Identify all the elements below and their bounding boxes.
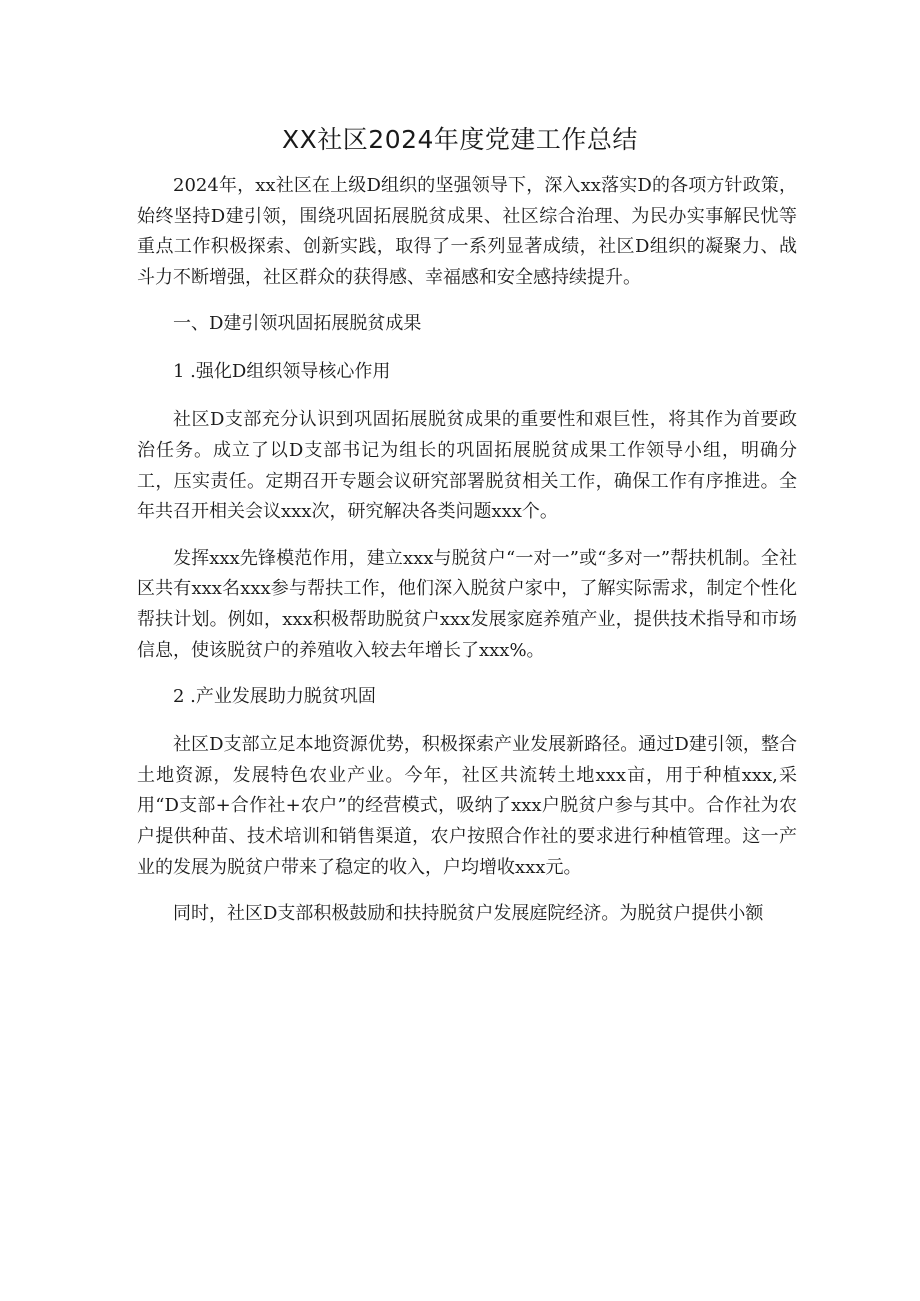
paragraph-industry: 社区D支部立足本地资源优势，积极探索产业发展新路径。通过D建引领，整合土地资源，发展特色农业产业。今年，社区共流转土地xxx亩，用于种植xxx,采用“D支部+合作社+农户”的经营模式，吸纳了xxx户脱贫户参与其中。合作社为农户提供种苗、技术培训和销售渠道，农户按照合作社的要求进行种植管理。这一产业的发展为脱贫户带来了稳定的收入，户均增收xxx元。 [137, 734, 797, 878]
subsection-heading-1: 1 .强化D组织领导核心作用 [173, 361, 391, 383]
paragraph-mentoring: 发挥xxx先锋模范作用，建立xxx与脱贫户“一对一”或“多对一”帮扶机制。全社区共有xxx名xxx参与帮扶工作，他们深入脱贫户家中，了解实际需求，制定个性化帮扶计划。例如，xxx积极帮助脱贫户xxx发展家庭养殖产业，提供技术指导和市场信息，使该脱贫户的养殖收入较去年增长了xxx%。 [137, 547, 797, 661]
paragraph-courtyard-economy: 同时，社区D支部积极鼓励和扶持脱贫户发展庭院经济。为脱贫户提供小额 [173, 903, 764, 925]
document-title: XX社区2024年度党建工作总结 [282, 125, 638, 154]
section-heading-1: 一、D建引领巩固拓展脱贫成果 [173, 313, 422, 335]
intro-paragraph: 2024年，xx社区在上级D组织的坚强领导下，深入xx落实D的各项方针政策，始终坚持D建引领，围绕巩固拓展脱贫成果、社区综合治理、为民办实事解民忧等重点工作积极探索、创新实践，取得了一系列显著成绩，社区D组织的凝聚力、战斗力不断增强，社区群众的获得感、幸福感和安全感持续提升。 [137, 175, 797, 288]
paragraph-leadership: 社区D支部充分认识到巩固拓展脱贫成果的重要性和艰巨性，将其作为首要政治任务。成立了以D支部书记为组长的巩固拓展脱贫成果工作领导小组，明确分工，压实责任。定期召开专题会议研究部署脱贫相关工作，确保工作有序推进。全年共召开相关会议xxx次，研究解决各类问题xxx个。 [137, 409, 797, 523]
document-body [137, 171, 797, 930]
subsection-heading-2: 2 .产业发展助力脱贫巩固 [173, 686, 376, 708]
